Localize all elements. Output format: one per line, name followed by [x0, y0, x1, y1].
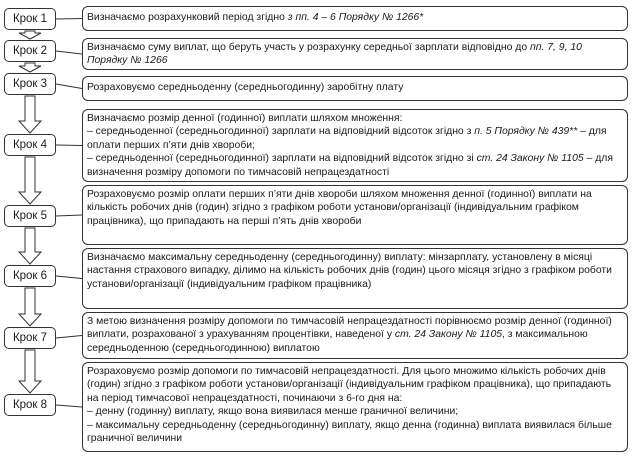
step-2-description [82, 38, 628, 70]
description-text: – середньоденної (середньогодинної) зарплати на відповідний відсоток згідно з [87, 126, 475, 138]
description-text: Визначаємо розрахунковий період згідно [87, 12, 288, 23]
step-4-description [82, 109, 628, 182]
step-3-description [82, 76, 628, 101]
step-6-description [82, 248, 628, 309]
step-1-label: Крок 1 [4, 8, 56, 30]
description-text: Розраховуємо середньоденну (середньогодинну) заробітну плату [87, 82, 404, 93]
legal-reference: ст. 24 Закону № 1105 [394, 329, 502, 341]
step-5-label: Крок 5 [4, 205, 56, 227]
description-text: Розраховуємо розмір оплати перших п’яти днів хвороби шляхом множення денної (годинної) виплати на кількість робочих днів (годин) згідно з графіком роботи установи/організації (індивідуальним графіком працівника), що припадають на перші п’ять днів хвороби [87, 189, 592, 227]
step-7-label: Крок 7 [4, 327, 56, 349]
legal-reference: пп. 7, 9, 10 Порядку № 1266 [87, 42, 582, 67]
description-text: – середньоденної (середньогодинної) зарплати на відповідний відсоток згідно зі [87, 153, 477, 165]
description-text: Визначаємо розмір денної (годинної) виплати шляхом множення: [87, 113, 403, 124]
description-text: З метою визначення розміру допомоги по тимчасовій непрацездатності порівнюємо розмір денної (годинної) виплати, розрахованої з урахуванням процентівки, наведеної у [87, 316, 612, 341]
description-text: – максимальну середньоденну (середньогодинну) виплату, якщо денна (годинна) виплата виявилася більше граничної величини [87, 419, 612, 445]
legal-reference: ст. 24 Закону № 1105 [476, 153, 584, 165]
step-5-description [82, 185, 628, 245]
description-text: Визначаємо максимальну середньоденну (середньогодинну) виплату: мінзарплату, установлену в місяці настання страхового випадку, ділимо на кількість робочих днів (годин) цього місяця згідно з графіком роботи установи/організації (індивідуальним графіком працівника) [87, 252, 612, 290]
description-text: Розраховуємо розмір допомоги по тимчасовій непрацездатності. Для цього множимо кількість робочих днів (годин) згідно з графіком роботи установи/організації (індивідуальним графіком працівника), що припадають на період тимчасової непрацездатності, починаючи з 6-го дня на: [87, 366, 612, 404]
description-text: – для визначення розміру допомоги по тимчасовій непрацездатності [87, 153, 613, 178]
step-4-label: Крок 4 [4, 134, 56, 156]
step-3-label: Крок 3 [4, 73, 56, 95]
description-text: Визначаємо суму виплат, що беруть участь у розрахунку середньої зарплати відповідно до [87, 42, 531, 53]
step-1-description [82, 6, 628, 31]
step-7-description [82, 312, 628, 359]
legal-reference: п. 5 Порядку № 439** [474, 126, 578, 138]
step-8-description [82, 362, 628, 452]
step-8-label: Крок 8 [4, 394, 56, 416]
step-2-label: Крок 2 [4, 40, 56, 62]
legal-reference: з пп. 4 – 6 Порядку № 1266* [287, 12, 424, 23]
description-text: – для оплати перших п’яти днів хвороби; [87, 126, 607, 151]
description-text: , з максимальною середньоденною (середньогодинною) виплатою [87, 329, 588, 354]
description-text: – денну (годинну) виплату, якщо вона виявилася менше граничної величини; [87, 406, 459, 418]
step-6-label: Крок 6 [4, 265, 56, 287]
